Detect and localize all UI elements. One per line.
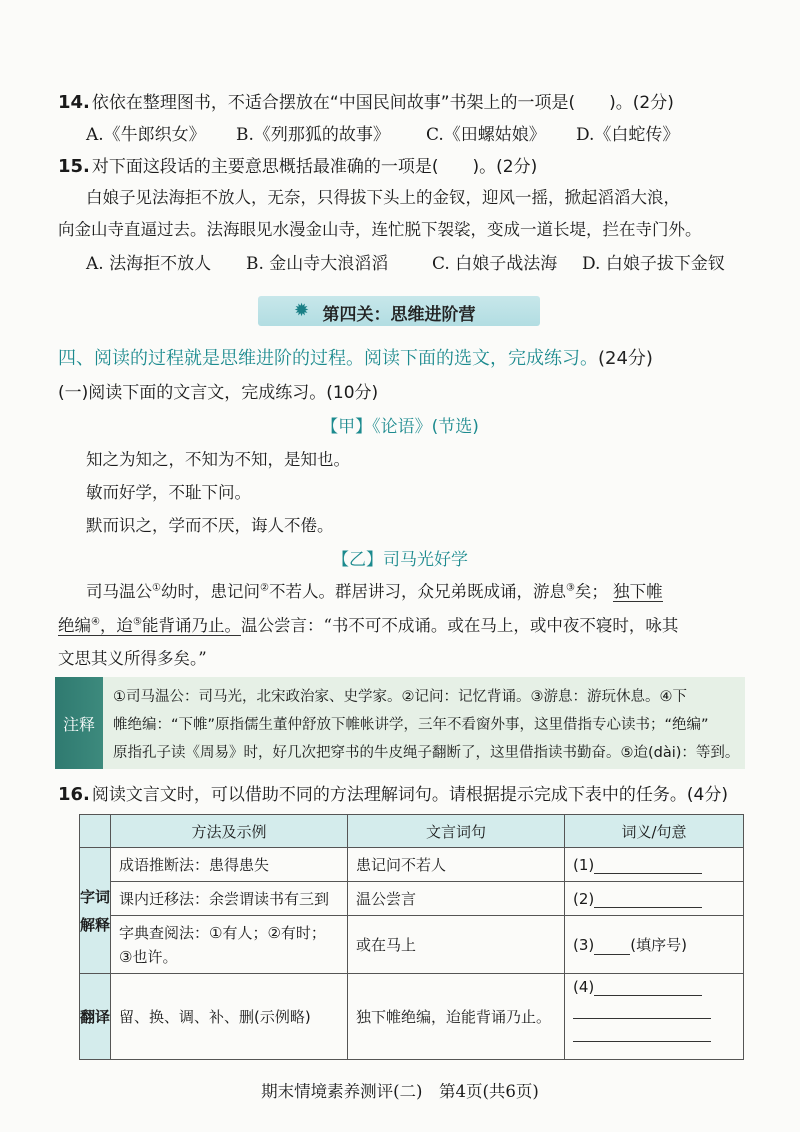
answer-blank-2[interactable] [594, 907, 702, 908]
section4-points: (24分) [598, 348, 653, 369]
notes-label: 注释 [55, 677, 103, 769]
q15-option-a[interactable]: A. 法海拒不放人 [86, 254, 212, 274]
answer-cell [565, 882, 744, 916]
method-cell: 留、换、调、补、删(示例略) [111, 974, 348, 1060]
section-banner [258, 296, 540, 326]
yi-text: 温公尝言：“书不可不成诵。或在马上，或中夜不寝时，咏其 [240, 616, 679, 635]
footnote-4: ④ [91, 616, 100, 628]
yi-title: 【乙】司马光好学 [332, 550, 468, 570]
banner-title: 第四关：思维进阶营 [322, 305, 476, 325]
yi-line-2 [58, 612, 678, 636]
table-corner [80, 815, 111, 848]
yi-line-1 [86, 578, 663, 602]
jia-line-1: 知之为知之，不知为不知，是知也。 [86, 450, 350, 469]
q14-option-c[interactable]: C.《田螺姑娘》 [426, 125, 546, 145]
q14-option-a[interactable]: A.《牛郎织女》 [86, 125, 206, 145]
note-line-3: 原指孔子读《周易》时，好几次把穿书的牛皮绳子翻断了，这里借指读书勤奋。⑤迨(dài)：等到。 [113, 745, 740, 761]
phrase-cell: 温公尝言 [348, 882, 565, 916]
answer-cell [565, 848, 744, 882]
notes-box [55, 677, 745, 769]
answer-label: (1) [573, 855, 595, 874]
note-line-2: 帷绝编：“下帷”原指儒生董仲舒放下帷帐讲学，三年不看窗外事，这里借指专心读书；“绝编” [113, 717, 709, 733]
table-row [80, 882, 744, 916]
jia-line-2: 敏而好学，不耻下问。 [86, 483, 251, 502]
q15-text: 对下面这段话的主要意思概括最准确的一项是( )。(2分) [91, 157, 538, 177]
q14-text: 依依在整理图书，不适合摆放在“中国民间故事”书架上的一项是( )。(2分) [91, 93, 674, 113]
q15-passage-line-2: 向金山寺直逼过去。法海眼见水漫金山寺，连忙脱下袈裟，变成一道长堤，拦在寺门外。 [58, 220, 702, 239]
q15-passage-line-1: 白娘子见法海拒不放人，无奈，只得拔下头上的金钗，迎风一摇，掀起滔滔大浪， [86, 188, 680, 207]
table-row [80, 848, 744, 882]
yi-text: 幼时，患记问 [160, 582, 260, 601]
header-answer: 词义/句意 [565, 815, 744, 848]
answer-note: (填序号) [630, 936, 687, 954]
method-cell: 字典查阅法：①有人；②有时；③也许。 [111, 916, 348, 974]
q14-stem [58, 88, 674, 113]
yi-text: 司马温公 [86, 582, 152, 601]
footnote-3: ③ [565, 582, 575, 594]
phrase-cell: 患记问不若人 [348, 848, 565, 882]
yi-underlined-phrase [58, 616, 241, 636]
phrase-cell: 独下帷绝编，迨能背诵乃止。 [348, 974, 565, 1060]
table-row [80, 974, 744, 1060]
section4-heading [58, 344, 653, 370]
answer-label: (4) [573, 978, 595, 996]
part1-heading: (一)阅读下面的文言文，完成练习。(10分) [58, 383, 379, 403]
q15-option-d[interactable]: D. 白娘子拔下金钗 [582, 254, 725, 274]
answer-blank-1[interactable] [594, 873, 702, 874]
answer-label: (3) [573, 936, 595, 954]
footnote-5: ⑤ [132, 616, 142, 628]
q15-number: 15. [58, 156, 90, 177]
jia-line-3: 默而识之，学而不厌，诲人不倦。 [86, 516, 334, 535]
q14-number: 14. [58, 92, 90, 113]
header-phrase: 文言词句 [348, 815, 565, 848]
group-translate: 翻译 [80, 974, 111, 1060]
q14-options [86, 120, 679, 145]
yi-text: 能背诵乃止。 [141, 616, 241, 635]
yi-line-3: 文思其义所得多矣。” [58, 649, 207, 668]
q15-stem [58, 152, 537, 177]
answer-cell [565, 916, 744, 974]
section4-heading-text: 四、阅读的过程就是思维进阶的过程。阅读下面的选文，完成练习。 [58, 348, 598, 369]
yi-text: 绝编 [58, 616, 91, 635]
page-footer: 期末情境素养测评(二) 第4页(共6页) [261, 1082, 539, 1101]
q16-text: 阅读文言文时，可以借助不同的方法理解词句。请根据提示完成下表中的任务。(4分) [91, 785, 728, 805]
yi-underlined-text: 独下帷 [613, 582, 663, 601]
answer-blank-4[interactable] [594, 995, 702, 996]
q16-number: 16. [58, 784, 90, 805]
star-icon: ✹ [294, 300, 310, 321]
answer-label: (2) [573, 889, 595, 908]
header-method: 方法及示例 [111, 815, 348, 848]
q16-stem [58, 780, 728, 805]
yi-text: 矣； [574, 582, 608, 601]
method-cell: 成语推断法：患得患失 [111, 848, 348, 882]
footnote-1: ① [152, 582, 161, 594]
footnote-2: ② [259, 582, 269, 594]
yi-text: ，迨 [99, 616, 133, 635]
tasks-table [79, 814, 744, 1060]
q15-option-c[interactable]: C. 白娘子战法海 [432, 254, 558, 274]
q14-option-d[interactable]: D.《白蛇传》 [576, 125, 680, 145]
jia-title: 【甲】《论语》(节选) [321, 417, 479, 437]
note-line-1: ①司马温公：司马光，北宋政治家、史学家。②记问：记忆背诵。③游息：游玩休息。④下 [113, 689, 687, 705]
group-word-explain: 字词解释 [80, 848, 111, 974]
answer-cell [565, 974, 744, 1060]
answer-blank-4c[interactable] [573, 1041, 711, 1042]
method-cell: 课内迁移法：余尝谓读书有三到 [111, 882, 348, 916]
phrase-cell: 或在马上 [348, 916, 565, 974]
yi-text: 不若人。群居讲习，众兄弟既成诵，游息 [268, 582, 566, 601]
q15-options [86, 249, 725, 274]
answer-blank-3[interactable] [594, 954, 630, 955]
q14-option-b[interactable]: B.《列那狐的故事》 [236, 125, 390, 145]
answer-blank-4b[interactable] [573, 1018, 711, 1019]
table-row [80, 916, 744, 974]
q15-option-b[interactable]: B. 金山寺大浪滔滔 [246, 254, 389, 274]
